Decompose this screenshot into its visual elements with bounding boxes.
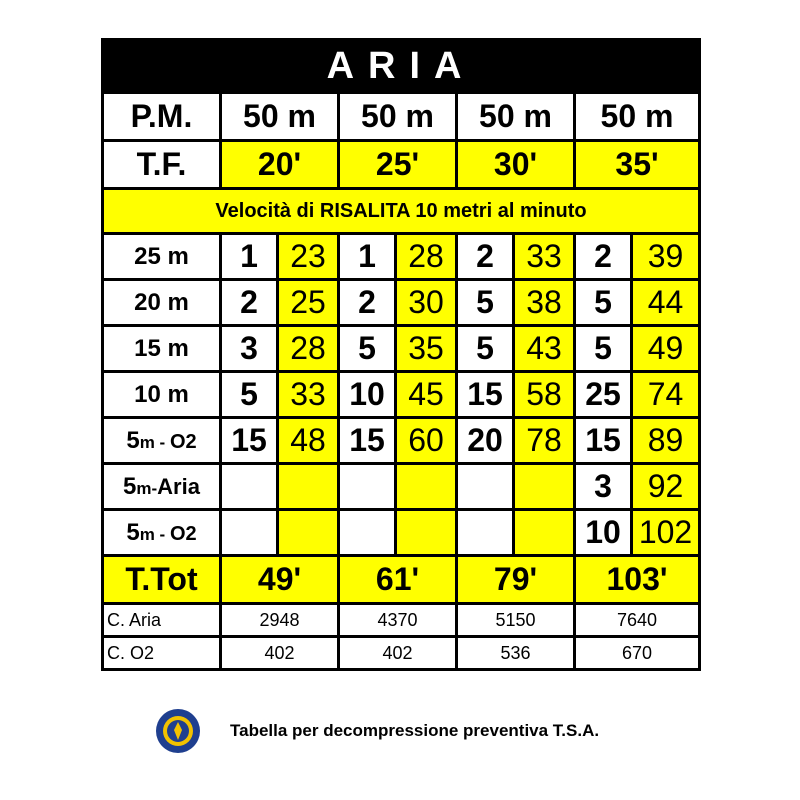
stop-minutes-cell: 2 [339, 280, 396, 326]
stop-depth-main: 5 [126, 518, 140, 546]
stop-row [103, 464, 700, 510]
stop-row [103, 280, 700, 326]
stop-row [103, 418, 700, 464]
runtime-cell: 58 [514, 372, 575, 418]
bottom-time-row [103, 141, 700, 189]
runtime-cell [278, 510, 339, 556]
stop-minutes-cell: 3 [221, 326, 278, 372]
stop-row [103, 510, 700, 556]
velocity-row [103, 189, 700, 234]
runtime-cell: 39 [632, 234, 700, 280]
stop-row [103, 234, 700, 280]
total-time-cell: 103' [575, 556, 700, 604]
stop-minutes-cell: 1 [221, 234, 278, 280]
stop-minutes-cell: 2 [575, 234, 632, 280]
runtime-cell [514, 510, 575, 556]
runtime-cell [278, 464, 339, 510]
stop-minutes-cell: 20 [457, 418, 514, 464]
stop-depth-label [103, 372, 221, 418]
runtime-cell: 89 [632, 418, 700, 464]
stop-depth-label [103, 234, 221, 280]
stop-depth-label [103, 280, 221, 326]
stop-minutes-cell [221, 510, 278, 556]
total-time-row [103, 556, 700, 604]
stop-minutes-cell: 15 [339, 418, 396, 464]
runtime-cell: 49 [632, 326, 700, 372]
stop-depth-label [103, 326, 221, 372]
stop-depth-label [103, 510, 221, 556]
total-time-cell: 79' [457, 556, 575, 604]
total-time-cell: 49' [221, 556, 339, 604]
stop-row [103, 326, 700, 372]
stop-row [103, 372, 700, 418]
runtime-cell [396, 510, 457, 556]
depth-row [103, 93, 700, 141]
depth-cell: 50 m [575, 93, 700, 141]
stop-minutes-cell: 15 [457, 372, 514, 418]
runtime-cell: 48 [278, 418, 339, 464]
runtime-cell: 43 [514, 326, 575, 372]
runtime-cell: 60 [396, 418, 457, 464]
stop-depth-main: 5 [126, 426, 140, 454]
stop-minutes-cell: 5 [221, 372, 278, 418]
runtime-cell: 23 [278, 234, 339, 280]
title-row [103, 40, 700, 93]
stop-minutes-cell [339, 510, 396, 556]
runtime-cell: 92 [632, 464, 700, 510]
stop-depth-main: 10 m [134, 380, 189, 408]
table-title: ARIA [103, 40, 700, 93]
stop-minutes-cell: 2 [457, 234, 514, 280]
stop-minutes-cell: 3 [575, 464, 632, 510]
stop-depth-main: 20 m [134, 288, 189, 316]
stop-minutes-cell [457, 464, 514, 510]
oxygen-consumption-label: C. O2 [103, 637, 221, 670]
oxygen-consumption-row [103, 637, 700, 670]
runtime-cell: 44 [632, 280, 700, 326]
runtime-cell: 45 [396, 372, 457, 418]
tf-label: T.F. [103, 141, 221, 189]
stop-minutes-cell: 5 [575, 326, 632, 372]
stop-depth-unit: m- [136, 478, 158, 498]
stop-depth-label [103, 418, 221, 464]
depth-cell: 50 m [221, 93, 339, 141]
bottom-time-cell: 20' [221, 141, 339, 189]
runtime-cell: 78 [514, 418, 575, 464]
oxygen-consumption-cell: 536 [457, 637, 575, 670]
stop-minutes-cell: 10 [575, 510, 632, 556]
runtime-cell: 30 [396, 280, 457, 326]
stop-minutes-cell: 15 [575, 418, 632, 464]
depth-cell: 50 m [339, 93, 457, 141]
oxygen-consumption-cell: 402 [339, 637, 457, 670]
stop-minutes-cell [221, 464, 278, 510]
stop-minutes-cell: 10 [339, 372, 396, 418]
runtime-cell: 74 [632, 372, 700, 418]
stop-minutes-cell: 2 [221, 280, 278, 326]
stop-depth-main: 25 m [134, 242, 189, 270]
air-consumption-cell: 7640 [575, 604, 700, 637]
runtime-cell: 38 [514, 280, 575, 326]
oxygen-consumption-cell: 670 [575, 637, 700, 670]
ascent-velocity-note: Velocità di RISALITA 10 metri al minuto [103, 189, 700, 234]
air-consumption-label: C. Aria [103, 604, 221, 637]
bottom-time-cell: 30' [457, 141, 575, 189]
stop-gas-label: O2 [169, 522, 197, 545]
total-time-cell: 61' [339, 556, 457, 604]
stop-minutes-cell [457, 510, 514, 556]
decompression-table [101, 38, 701, 671]
stop-depth-label [103, 464, 221, 510]
stop-minutes-cell [339, 464, 396, 510]
stop-gas-label: Aria [157, 473, 200, 499]
runtime-cell: 33 [278, 372, 339, 418]
stop-depth-unit: m - [139, 432, 170, 452]
bottom-time-cell: 35' [575, 141, 700, 189]
stop-minutes-cell: 5 [339, 326, 396, 372]
bottom-time-cell: 25' [339, 141, 457, 189]
air-consumption-cell: 4370 [339, 604, 457, 637]
stop-gas-label: O2 [169, 430, 197, 453]
stop-minutes-cell: 5 [457, 326, 514, 372]
pm-label: P.M. [103, 93, 221, 141]
stop-minutes-cell: 5 [575, 280, 632, 326]
air-consumption-cell: 2948 [221, 604, 339, 637]
runtime-cell: 102 [632, 510, 700, 556]
runtime-cell: 35 [396, 326, 457, 372]
runtime-cell [514, 464, 575, 510]
runtime-cell [396, 464, 457, 510]
stop-minutes-cell: 1 [339, 234, 396, 280]
footer [155, 708, 675, 756]
air-consumption-cell: 5150 [457, 604, 575, 637]
stop-minutes-cell: 15 [221, 418, 278, 464]
tsa-logo-icon [155, 708, 201, 754]
runtime-cell: 28 [278, 326, 339, 372]
runtime-cell: 25 [278, 280, 339, 326]
depth-cell: 50 m [457, 93, 575, 141]
stop-depth-unit: m - [139, 524, 170, 544]
ttot-label: T.Tot [103, 556, 221, 604]
air-consumption-row [103, 604, 700, 637]
table-caption: Tabella per decompressione preventiva T.S.A. [230, 721, 600, 740]
oxygen-consumption-cell: 402 [221, 637, 339, 670]
runtime-cell: 33 [514, 234, 575, 280]
runtime-cell: 28 [396, 234, 457, 280]
stop-minutes-cell: 5 [457, 280, 514, 326]
stop-minutes-cell: 25 [575, 372, 632, 418]
stop-depth-main: 15 m [134, 334, 189, 362]
stop-depth-main: 5 [123, 472, 137, 500]
